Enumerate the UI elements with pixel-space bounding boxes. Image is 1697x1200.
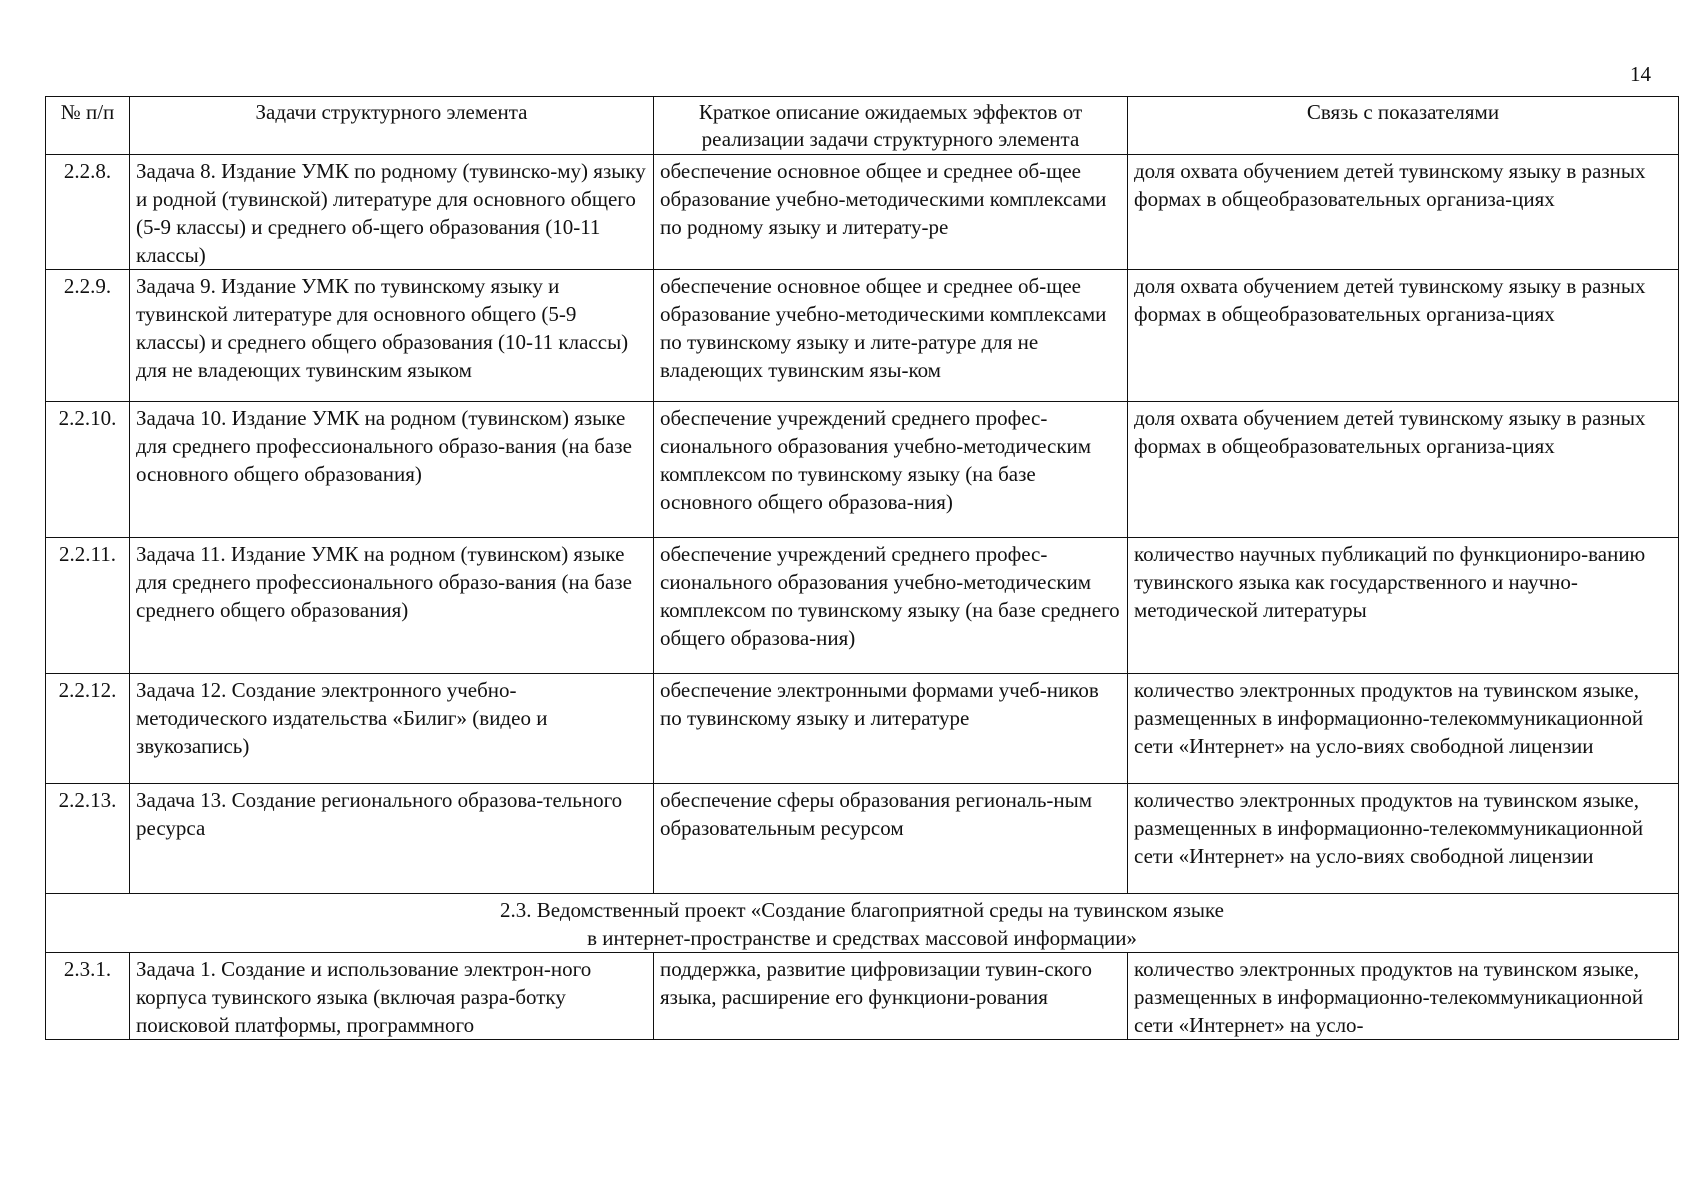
row-indicator: доля охвата обучением детей тувинскому языку в разных формах в общеобразовательных организа-циях [1128,270,1679,402]
row-effect: обеспечение основное общее и среднее об-щее образование учебно-методическими комплексами по родному языку и литерату-ре [654,155,1128,270]
row-number: 2.2.10. [46,402,130,538]
row-indicator: количество электронных продуктов на тувинском языке, размещенных в информационно-телекоммуникационной сети «Интернет» на усло- [1128,953,1679,1040]
row-number: 2.2.9. [46,270,130,402]
row-task: Задача 10. Издание УМК на родном (тувинском) языке для среднего профессионального образо-вания (на базе основного общего образования) [130,402,654,538]
row-indicator: доля охвата обучением детей тувинскому языку в разных формах в общеобразовательных организа-циях [1128,402,1679,538]
row-effect: обеспечение сферы образования региональ-ным образовательным ресурсом [654,784,1128,894]
table-header-row [46,97,1679,155]
table-row [46,270,1679,402]
row-task: Задача 1. Создание и использование электрон-ного корпуса тувинского языка (включая разра-ботку поисковой платформы, программного [130,953,654,1040]
row-number: 2.2.11. [46,538,130,674]
tasks-table [45,96,1679,1040]
table-row [46,674,1679,784]
page-number: 14 [1630,62,1651,86]
section-heading [46,894,1679,953]
row-effect: обеспечение основное общее и среднее об-щее образование учебно-методическими комплексами по тувинскому языку и лите-ратуре для не владеющих тувинским язы-ком [654,270,1128,402]
row-indicator: доля охвата обучением детей тувинскому языку в разных формах в общеобразовательных организа-циях [1128,155,1679,270]
header-effects: Краткое описание ожидаемых эффектов от реализации задачи структурного элемента [654,97,1128,155]
header-indicators: Связь с показателями [1128,97,1679,155]
row-number: 2.2.12. [46,674,130,784]
row-task: Задача 11. Издание УМК на родном (тувинском) языке для среднего профессионального образо-вания (на базе среднего общего образования) [130,538,654,674]
header-tasks: Задачи структурного элемента [130,97,654,155]
table-row [46,784,1679,894]
table-row [46,155,1679,270]
row-effect: обеспечение учреждений среднего профес-сионального образования учебно-методическим комплексом по тувинскому языку (на базе основного общего образова-ния) [654,402,1128,538]
row-number: 2.3.1. [46,953,130,1040]
row-indicator: количество электронных продуктов на тувинском языке, размещенных в информационно-телекоммуникационной сети «Интернет» на усло-виях свободной лицензии [1128,674,1679,784]
row-number: 2.2.8. [46,155,130,270]
row-task: Задача 9. Издание УМК по тувинскому языку и тувинской литературе для основного общего (5-9 классы) и среднего общего образования (10-11 классы) для не владеющих тувинским языком [130,270,654,402]
row-indicator: количество электронных продуктов на тувинском языке, размещенных в информационно-телекоммуникационной сети «Интернет» на усло-виях свободной лицензии [1128,784,1679,894]
row-effect: обеспечение электронными формами учеб-ников по тувинскому языку и литературе [654,674,1128,784]
header-number: № п/п [46,97,130,155]
row-effect: обеспечение учреждений среднего профес-сионального образования учебно-методическим комплексом по тувинскому языку (на базе среднего общего образова-ния) [654,538,1128,674]
row-task: Задача 12. Создание электронного учебно-методического издательства «Билиг» (видео и звукозапись) [130,674,654,784]
row-task: Задача 13. Создание регионального образова-тельного ресурса [130,784,654,894]
row-number: 2.2.13. [46,784,130,894]
section-heading-line-2: в интернет-пространстве и средствах массовой информации» [587,926,1137,950]
row-task: Задача 8. Издание УМК по родному (тувинско-му) языку и родной (тувинской) литературе для основного общего (5-9 классы) и среднего об-щего образования (10-11 классы) [130,155,654,270]
section-heading-line-1: 2.3. Ведомственный проект «Создание благоприятной среды на тувинском языке [500,898,1224,922]
section-row [46,894,1679,953]
row-effect: поддержка, развитие цифровизации тувин-ского языка, расширение его функциони-рования [654,953,1128,1040]
table-row [46,953,1679,1040]
row-indicator: количество научных публикаций по функциониро-ванию тувинского языка как государственного и научно-методической литературы [1128,538,1679,674]
table-row [46,538,1679,674]
table-row [46,402,1679,538]
